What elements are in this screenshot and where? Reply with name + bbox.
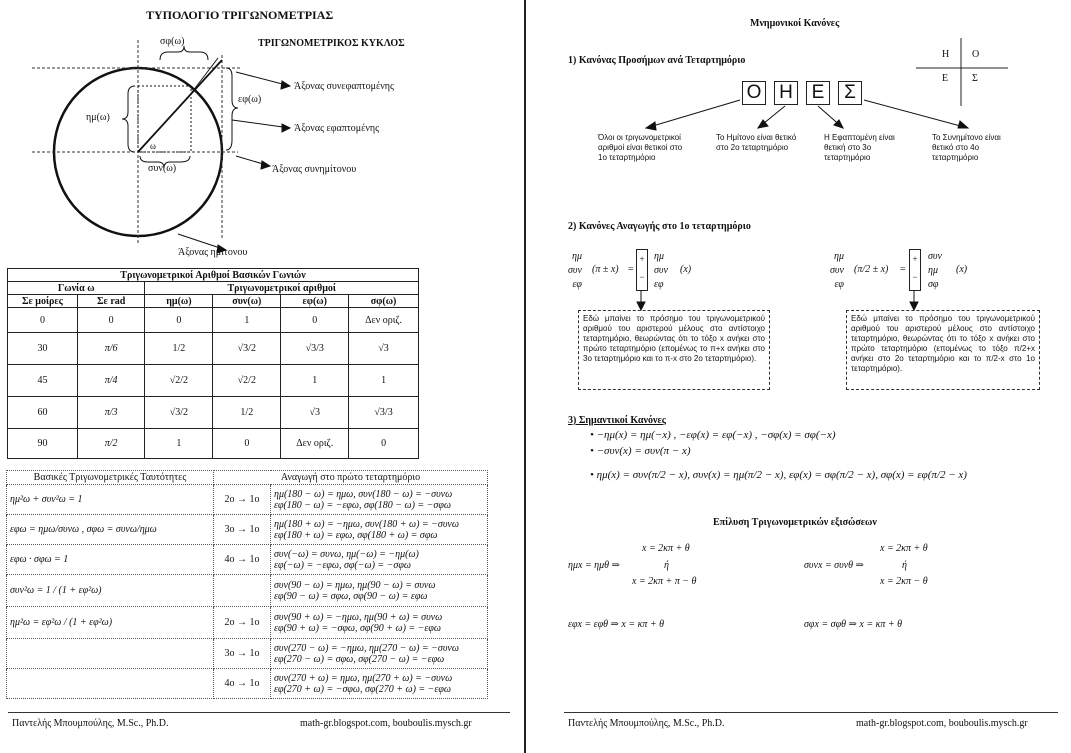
cell: 1 [145,429,213,459]
cell: 1 [281,365,349,397]
footer-author: Παντελής Μπουμπούλης, M.Sc., Ph.D. [568,718,725,729]
col-sin: ημ(ω) [145,295,213,308]
sign: + [912,254,918,264]
reduction2-arg: (π/2 ± x) [854,264,889,275]
cell: √2/2 [213,365,281,397]
fn: εφ [654,279,664,290]
reduction: ημ(180 − ω) = ημω, συν(180 − ω) = −συνω εφ(180 − ω) = −εφω, σφ(180 − ω) = −σφω [271,485,488,515]
sign: − [912,272,918,282]
eq-sin-bot: x = 2κπ + π − θ [632,576,697,587]
table-row [8,365,419,397]
cell: 0 [77,308,145,333]
cell: √2/2 [145,365,213,397]
eq-cos-lhs: συνx = συνθ ⇒ [804,560,864,571]
identity: εφω = ημω/συνω , σφω = συνω/ημω [7,515,214,545]
cell: 60 [8,397,78,429]
cell: √3 [349,333,419,365]
eq-sin-lhs: ημx = ημθ ⇒ [568,560,620,571]
page-title: ΤΥΠΟΛΟΓΙΟ ΤΡΙΓΩΝΟΜΕΤΡΙΑΣ [146,8,334,22]
section-1-title: 1) Κανόνας Προσήμων ανά Τεταρτημόριο [568,55,746,66]
cell: √3 [281,397,349,429]
table-row [7,607,488,639]
cell: √3/2 [213,333,281,365]
letter-box: Ο [742,81,766,105]
rule-text: −συν(x) = συν(π − x) [596,445,691,457]
reduction1-rhs [654,250,668,292]
rule-text: ημ(x) = συν(π/2 − x), συν(x) = ημ(π/2 − x), εφ(x) = σφ(π/2 − x), σφ(x) = εφ(π/2 − x) [596,469,967,481]
quadrant: 2ο → 1ο [214,485,271,515]
footer-author: Παντελής Μπουμπούλης, M.Sc., Ph.D. [12,718,169,729]
letter-box: Σ [838,81,862,105]
cell: 30 [8,333,78,365]
col-tan: εφ(ω) [281,295,349,308]
quadrant: 4ο → 1ο [214,545,271,575]
label-tan: εφ(ω) [238,94,262,105]
section-4-title: Επίλυση Τριγωνομετρικών εξισώσεων [713,517,877,528]
identities-table [6,470,488,699]
fn: συν [568,265,582,276]
letter-box: Ε [806,81,830,105]
cell: 0 [8,308,78,333]
note-q2: Το Ημίτονο είναι θετικό στο 2ο τεταρτημόριο [716,133,797,152]
cell: 0 [281,308,349,333]
letter-box: Η [774,81,798,105]
col-cot: σφ(ω) [349,295,419,308]
reduction2-lhs [830,250,844,292]
fn: εφ [572,279,582,290]
cell: 1 [213,308,281,333]
identities-header: Βασικές Τριγωνομετρικές Ταυτότητες [7,471,214,485]
note-q3: Η Εφαπτομένη είναι θετική στο 3ο τεταρτημόριο [824,133,895,162]
cell: Δεν οριζ. [281,429,349,459]
quad-label: Ε [942,73,949,84]
cell: π/2 [77,429,145,459]
cell: 0 [145,308,213,333]
basic-angles-table [7,268,419,459]
fn: σφ [928,279,939,290]
eq-cot: σφx = σφθ ⇒ x = κπ + θ [804,619,903,630]
identity: εφω · σφω = 1 [7,545,214,575]
left-page [0,0,524,753]
axis-cot-label: Άξονας συνεφαπτομένης [294,81,394,92]
cell: 1/2 [213,397,281,429]
page-divider [524,0,526,753]
reduction: συν(270 + ω) = ημω, ημ(270 + ω) = −συνω εφ(270 + ω) = −σφω, σφ(270 + ω) = −εφω [271,669,488,699]
label-cos: συν(ω) [148,163,177,174]
footer-site: math-gr.blogspot.com, bouboulis.mysch.gr [300,718,472,729]
table-row [8,397,419,429]
rule-item: • −συν(x) = συν(π − x) [590,445,691,457]
eq-sin-top: x = 2κπ + θ [642,543,690,554]
sign: + [639,254,645,264]
col-cos: συν(ω) [213,295,281,308]
label-sin: ημ(ω) [86,112,110,123]
section-3-title: 3) Σημαντικοί Κανόνες [568,415,666,426]
reduction-header: Αναγωγή στο πρώτο τεταρτημόριο [214,471,488,485]
reduction: συν(90 − ω) = ημω, ημ(90 − ω) = συνω εφ(90 − ω) = σφω, σφ(90 − ω) = εφω [271,575,488,607]
fn: ημ [571,251,582,262]
footer-rule [8,712,510,713]
identity: ημ²ω + συν²ω = 1 [7,485,214,515]
sign-box [909,249,921,291]
reduction2-rhs [928,250,942,292]
quadrant [214,575,271,607]
explain-box-2: Εδώ μπαίνει το πρόσημο του τριγωνομετρικού αριθμού του αριστερού μέλους στο αντίστοιχο τεταρτημόριο, θεωρώντας ότι το τόξο x ανήκει στο πρώτο τεταρτημόριο (επομένως το τόξο π/2+x ανήκει στο 2ο τεταρτημόριο και το π/2-x στο 1ο τεταρτημόριο). [846,310,1040,390]
reduction: συν(270 − ω) = −ημω, ημ(270 − ω) = −συνω εφ(270 − ω) = σφω, σφ(270 − ω) = −εφω [271,639,488,669]
cell: 1 [349,365,419,397]
col-rad: Σε rad [77,295,145,308]
quadrant: 4ο → 1ο [214,669,271,699]
table-row [8,308,419,333]
table1-title: Τριγωνομετρικοί Αριθμοί Βασικών Γωνιών [8,269,419,282]
sign-box [636,249,648,291]
rule-text: −ημ(x) = ημ(−x) , −εφ(x) = εφ(−x) , −σφ(x) = σφ(−x) [596,429,836,441]
circle-title: ΤΡΙΓΩΝΟΜΕΤΡΙΚΟΣ ΚΥΚΛΟΣ [258,38,405,49]
table-row [8,333,419,365]
note-q1: Όλοι οι τριγωνομετρικοί αριθμοί είναι θετικοί στο 1ο τεταρτημόριο [598,133,683,162]
quad-label: Η [942,49,950,60]
col-degrees: Σε μοίρες [8,295,78,308]
reduction: συν(−ω) = συνω, ημ(−ω) = −ημ(ω) εφ(−ω) = −εφω, σφ(−ω) = −σφω [271,545,488,575]
eq-sin-mid: ή [664,560,669,571]
quad-label: Σ [972,73,978,84]
quad-label: Ο [972,49,980,60]
identity: συν²ω = 1 / (1 + εφ²ω) [7,575,214,607]
table-row [8,429,419,459]
quadrant: 2ο → 1ο [214,607,271,639]
cell: π/3 [77,397,145,429]
quadrant: 3ο → 1ο [214,639,271,669]
reduction1-x: (x) [680,264,692,275]
eq-cos-top: x = 2κπ + θ [880,543,928,554]
right-page: Μνημονικοί Κανόνες 1) Κανόνας Προσήμων ανά Τεταρτημόριο Η Ο Ε Σ Ο Η Ε Σ Όλοι οι τριγωνομετρικοί αριθμοί είναι θετικοί στο 1ο τεταρτημόριο Το Ημίτονο είναι θετικό στο 2ο τεταρτημόριο Η Εφαπτομένη είναι θετική στο 3ο τεταρτημόριο Το Συνημίτονο είναι θετικό στο 4ο τεταρτημόριο 2) Κανόνες Αναγωγής στο 1ο τεταρτημόριο ημ συν εφ (π ± x) = + − ημ συν εφ (x) ημ συν εφ (π/2 ± x) = + − συν ημ σφ (x) Εδώ μπαίνει το πρόσημο του τριγωνομετρικού αριθμού του αριστερού μέλους στο αντίστοιχο τεταρτημόριο, θεωρώντας ότι το τόξο x ανήκει στο πρώτο τεταρτημόριο (επομένως το π+x ανήκει στο 3ο τεταρτημόριο και το π-x στο 2ο τεταρτημόριο). Εδώ μπαίνει το πρόσημο του τριγωνομετρικού αριθμού του αριστερού μέλους στο αντίστοιχο τεταρτημόριο, θεωρώντας ότι το τόξο x ανήκει στο πρώτο τεταρτημόριο (επομένως το τόξο π/2+x ανήκει στο 2ο τεταρτημόριο και το π/2-x στο 1ο τεταρτημόριο). 3) Σημαντικοί Κανόνες • −ημ(x) = ημ(−x) , −εφ(x) = εφ(−x) , −σφ(x) = σφ(−x) • −συν(x) = συν(π − x) • ημ(x) = συν(π/2 − x), συν(x) = ημ(π/2 − x), εφ(x) = σφ(π/2 − x), σφ(x) = εφ(π/2 − x) Επίλυση Τριγωνομετρικών εξισώσεων ημx = ημθ ⇒ x = 2κπ + θ ή x = 2κπ + π − θ συνx = συνθ ⇒ x = 2κπ + θ ή x = 2κπ − θ εφx = εφθ ⇒ x = κπ + θ σφx = σφθ ⇒ x = κπ + θ Παντελής Μπουμπούλης, M.Sc., Ph.D. math-gr.blogspot.com, bouboulis.mysch.gr [528,0,1071,753]
cell: 90 [8,429,78,459]
reduction1-lhs [568,250,582,292]
label-cot: σφ(ω) [160,36,185,47]
section-2-title: 2) Κανόνες Αναγωγής στο 1ο τεταρτημόριο [568,221,751,232]
sign: − [639,272,645,282]
axis-sin-label: Άξονας ημίτονου [178,247,248,258]
cell: 45 [8,365,78,397]
fn: ημ [833,251,844,262]
footer-rule [564,712,1058,713]
cell: π/4 [77,365,145,397]
identity [7,639,214,669]
cell: π/6 [77,333,145,365]
cell: 1/2 [145,333,213,365]
table-row [7,545,488,575]
footer-site: math-gr.blogspot.com, bouboulis.mysch.gr [856,718,1028,729]
rule-item: • −ημ(x) = ημ(−x) , −εφ(x) = εφ(−x) , −σφ(x) = σφ(−x) [590,429,836,441]
fn: συν [928,251,942,262]
fn: συν [654,265,668,276]
cell: 0 [349,429,419,459]
reduction: συν(90 + ω) = −ημω, ημ(90 + ω) = συνω εφ(90 + ω) = −σφω, σφ(90 + ω) = −εφω [271,607,488,639]
eq-cos-mid: ή [902,560,907,571]
cell: √3/3 [349,397,419,429]
fn: ημ [928,265,938,276]
cell: 0 [213,429,281,459]
table-row [7,669,488,699]
fn: συν [830,265,844,276]
rule-item: • ημ(x) = συν(π/2 − x), συν(x) = ημ(π/2 − x), εφ(x) = σφ(π/2 − x), σφ(x) = εφ(π/2 − x) [590,469,967,481]
explain-box-1: Εδώ μπαίνει το πρόσημο του τριγωνομετρικού αριθμού του αριστερού μέλους στο αντίστοιχο τεταρτημόριο, θεωρώντας ότι το τόξο x ανήκει στο πρώτο τεταρτημόριο (επομένως το π+x ανήκει στο 3ο τεταρτημόριο και το π-x στο 2ο τεταρτημόριο). [578,310,770,390]
note-q4: Το Συνημίτονο είναι θετικό στο 4ο τεταρτημόριο [932,133,1001,162]
table-row [7,485,488,515]
table-row [7,639,488,669]
quadrant: 3ο → 1ο [214,515,271,545]
cell: Δεν οριζ. [349,308,419,333]
fn: ημ [654,251,664,262]
reduction2-x: (x) [956,264,968,275]
axis-cos-label: Άξονας συνημίτονου [272,164,357,175]
fn: εφ [834,279,844,290]
cell: √3/3 [281,333,349,365]
reduction: ημ(180 + ω) = −ημω, συν(180 + ω) = −συνω εφ(180 + ω) = εφω, σφ(180 + ω) = σφω [271,515,488,545]
page-title: Μνημονικοί Κανόνες [750,18,840,29]
reduction1-arg: (π ± x) [592,264,619,275]
table1-numbers-header: Τριγωνομετρικοί αριθμοί [145,282,419,295]
label-omega: ω [150,141,156,151]
cell: √3/2 [145,397,213,429]
identity [7,669,214,699]
axis-tan-label: Άξονας εφαπτομένης [294,123,380,134]
eq-tan: εφx = εφθ ⇒ x = κπ + θ [568,619,665,630]
identity: ημ²ω = εφ²ω / (1 + εφ²ω) [7,607,214,639]
table-row [7,575,488,607]
eq-cos-bot: x = 2κπ − θ [880,576,928,587]
table-row [7,515,488,545]
table1-angle-header: Γωνία ω [8,282,145,295]
